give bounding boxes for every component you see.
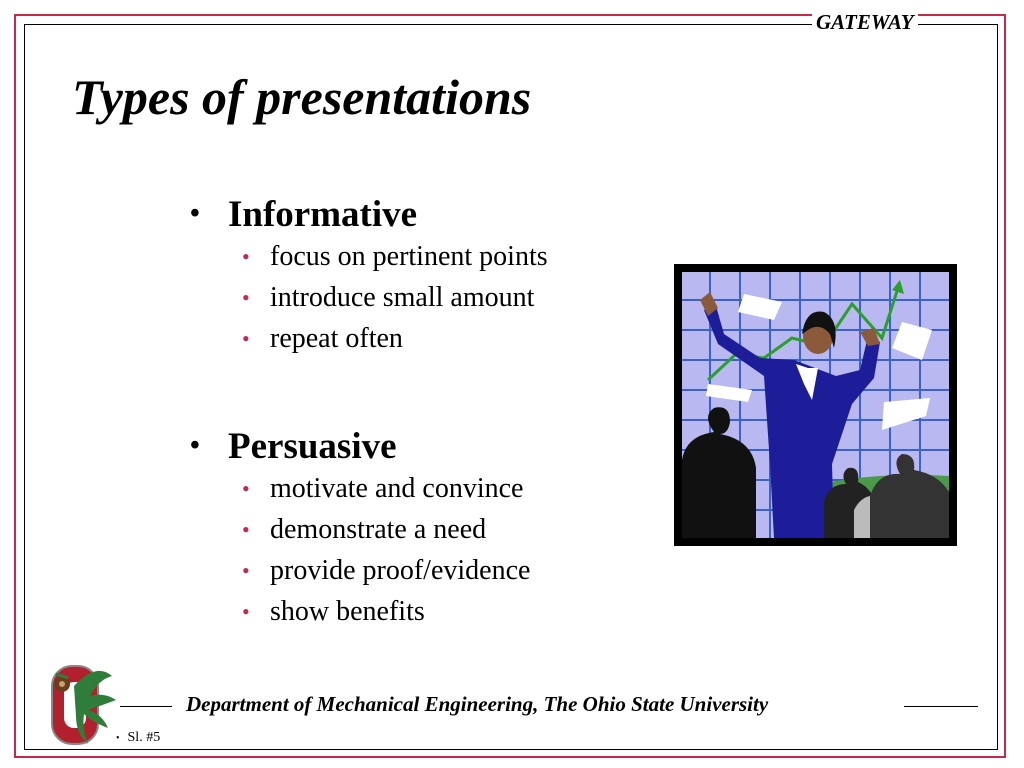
bullet-icon: •: [190, 430, 200, 461]
list-item: [242, 318, 548, 359]
list-item-label: focus on pertinent points: [270, 241, 548, 272]
bullet-icon: •: [242, 476, 250, 501]
bullet-icon: •: [242, 326, 250, 351]
gateway-brand: GATEWAY: [812, 10, 918, 34]
list-item: [242, 236, 548, 277]
bullet-icon: •: [242, 244, 250, 269]
list-item: [242, 509, 530, 550]
list-item-label: provide proof/evidence: [270, 555, 531, 586]
list-item: [242, 468, 530, 509]
list-item-label: show benefits: [270, 596, 425, 627]
list-item-label: demonstrate a need: [270, 514, 487, 545]
bullet-icon: •: [242, 599, 250, 624]
bullet-icon: •: [242, 517, 250, 542]
slide-number: [116, 730, 160, 746]
sub-bullet-list: [242, 468, 530, 632]
bullet-icon: •: [242, 285, 250, 310]
list-item-label: repeat often: [270, 323, 403, 354]
sub-bullet-list: [242, 236, 548, 359]
list-item: [242, 550, 530, 591]
bullet-icon: •: [116, 732, 120, 744]
list-item: [242, 591, 530, 632]
slide-title: Types of presentations: [72, 69, 532, 125]
bullet-icon: •: [190, 198, 200, 229]
section-heading-label: Informative: [228, 193, 418, 235]
section-informative: [190, 192, 548, 359]
section-heading: [190, 424, 530, 468]
footer-rule-left: [120, 706, 172, 707]
section-heading: [190, 192, 548, 236]
bullet-icon: •: [242, 558, 250, 583]
list-item-label: motivate and convince: [270, 473, 524, 504]
presenter-clipart-icon: [674, 264, 957, 546]
footer-department: Department of Mechanical Engineering, The Ohio State University: [186, 692, 769, 716]
slide-number-label: Sl. #5: [127, 730, 161, 745]
section-persuasive: [190, 424, 530, 632]
footer-rule-right: [904, 706, 978, 707]
ohio-state-block-o-logo-icon: [46, 656, 118, 748]
section-heading-label: Persuasive: [228, 425, 397, 467]
list-item: [242, 277, 548, 318]
list-item-label: introduce small amount: [270, 282, 535, 313]
